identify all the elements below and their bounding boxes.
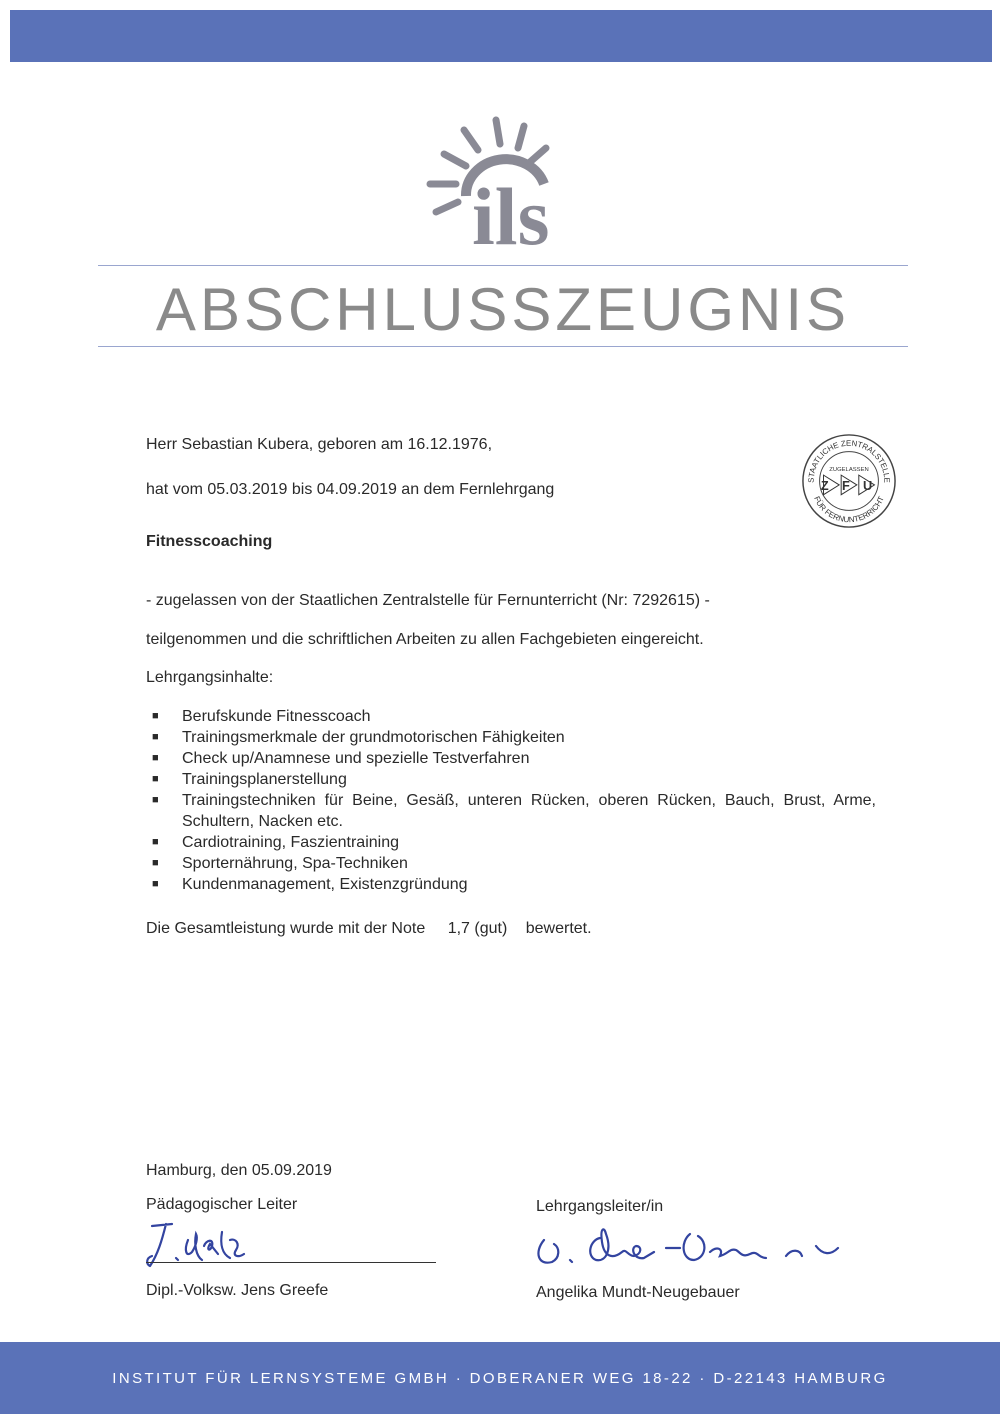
course-name: Fitnesscoaching	[146, 533, 273, 550]
title-rule-bottom	[98, 346, 908, 347]
left-signer-role: Pädagogischer Leiter	[146, 1196, 298, 1213]
right-signer-role: Lehrgangsleiter/in	[536, 1198, 664, 1215]
logo-text: ils	[472, 171, 550, 248]
left-signer-name: Dipl.-Volksw. Jens Greefe	[146, 1282, 329, 1299]
grade-line	[146, 920, 592, 938]
grade-value: 1,7 (gut)	[447, 920, 508, 937]
list-item: ■ Trainingsplanerstellung	[152, 771, 347, 788]
grade-prefix: Die Gesamtleistung wurde mit der Note	[146, 920, 426, 937]
list-item: ■ Cardiotraining, Faszientraining	[152, 834, 399, 851]
left-signature	[140, 1210, 270, 1270]
participation-line: teilgenommen und die schriftlichen Arbeiten zu allen Fachgebieten eingereicht.	[146, 631, 704, 648]
grade-suffix: bewertet.	[525, 920, 592, 937]
right-signature	[530, 1212, 850, 1272]
approval-line: - zugelassen von der Staatlichen Zentralstelle für Fernunterricht (Nr: 7292615) -	[146, 592, 710, 609]
list-item: ■ Sporternährung, Spa-Techniken	[152, 855, 408, 872]
list-item: ■ Kundenmanagement, Existenzgründung	[152, 876, 468, 893]
contents-heading: Lehrgangsinhalte:	[146, 669, 274, 686]
footer-address: INSTITUT FÜR LERNSYSTEME GMBH · DOBERANER WEG 18-22 · D-22143 HAMBURG	[112, 1370, 888, 1387]
document-title: ABSCHLUSSZEUGNIS	[155, 276, 851, 343]
list-item: ■ Trainingstechniken für Beine, Gesäß, unteren Rücken, oberen Rücken, Bauch, Brust, Arme, Schultern, Nacken etc.	[152, 792, 876, 830]
contents-list	[146, 706, 876, 895]
left-signature-line	[146, 1262, 436, 1263]
list-item: ■ Berufskunde Fitnesscoach	[152, 708, 371, 725]
recipient-line: Herr Sebastian Kubera, geboren am 16.12.1976,	[146, 436, 493, 453]
period-line: hat vom 05.03.2019 bis 04.09.2019 an dem Fernlehrgang	[146, 481, 555, 498]
place-date: Hamburg, den 05.09.2019	[146, 1162, 332, 1179]
svg-text:Z F U: Z F U	[820, 477, 878, 493]
zfu-seal	[800, 432, 898, 530]
list-item: ■ Trainingsmerkmale der grundmotorischen Fähigkeiten	[152, 729, 565, 746]
title-rule-top	[98, 265, 908, 266]
svg-text:STAATLICHE ZENTRALSTELLE: STAATLICHE ZENTRALSTELLE	[806, 438, 892, 483]
list-item: ■ Check up/Anamnese und spezielle Testverfahren	[152, 750, 530, 767]
ils-logo	[420, 112, 590, 248]
svg-text:ZUGELASSEN: ZUGELASSEN	[829, 467, 869, 474]
header-band	[10, 10, 992, 62]
sun-rays-icon	[420, 112, 590, 248]
right-signer-name: Angelika Mundt-Neugebauer	[536, 1284, 740, 1301]
svg-text:FÜR FERNUNTERRICHT: FÜR FERNUNTERRICHT	[812, 494, 886, 525]
